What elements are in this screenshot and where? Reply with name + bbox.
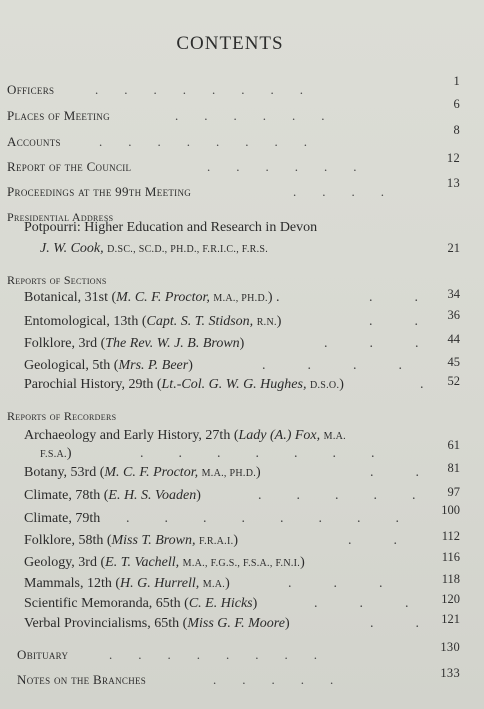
person-name: Miss G. F. Moore <box>187 616 285 631</box>
author-name: J. W. Cook, <box>40 241 104 256</box>
close-paren: ) <box>339 377 344 392</box>
leader-dots: . . . <box>324 336 419 351</box>
leader-dots: . . <box>369 290 418 305</box>
section-heading-recorders: Reports of Recorders <box>7 409 117 423</box>
leader-dots: . . . . . . <box>207 159 357 174</box>
page-number: 61 <box>447 438 460 452</box>
toc-label: Mammals, 12th ( <box>24 576 121 591</box>
leader-dots: . . . . <box>262 358 402 373</box>
toc-entry-recorder[interactable] <box>24 428 460 444</box>
page-number: 45 <box>447 355 460 369</box>
toc-label: Officers <box>7 82 55 97</box>
close-paren: ) <box>233 533 239 548</box>
toc-label: Notes on the Branches <box>17 672 147 687</box>
close-paren: ) <box>188 358 193 373</box>
close-paren: ) <box>276 314 282 329</box>
toc-label: Folklore, 3rd ( <box>24 336 106 351</box>
person-name: Mrs. P. Beer <box>118 358 189 373</box>
leader-dots: . <box>420 377 424 392</box>
credentials: F.S.A. <box>40 449 67 460</box>
toc-entry-recorder[interactable] <box>24 612 460 632</box>
toc-entry-recorder[interactable] <box>24 592 460 612</box>
toc-entry-obituary[interactable] <box>17 640 460 663</box>
toc-entry-section[interactable] <box>24 374 460 393</box>
close-paren: ) <box>239 336 245 351</box>
credentials: M.A., F.G.S., F.S.A., F.N.I. <box>182 558 301 569</box>
toc-entry-section[interactable]: Botanical, 31st (M. C. F. Proctor, M.A., PH.D.) . . . 34 <box>24 287 460 305</box>
toc-label: Climate, 78th ( <box>24 488 109 503</box>
leader-dots: . . . . . <box>258 488 416 503</box>
toc-label: Archaeology and Early History, 27th ( <box>24 428 239 443</box>
leader-dots: . . <box>348 533 397 548</box>
toc-label: Places of Meeting <box>7 108 110 123</box>
section-heading-sections: Reports of Sections <box>7 273 107 287</box>
page-number: 120 <box>441 592 460 606</box>
page-number: 52 <box>447 374 460 388</box>
toc-entry-council[interactable] <box>7 151 460 175</box>
close-paren: ) <box>225 576 230 591</box>
credentials: M.A. <box>202 579 226 590</box>
person-name: Miss T. Brown, <box>111 533 196 548</box>
toc-entry-proceedings[interactable] <box>7 176 460 200</box>
page-number: 8 <box>453 123 460 137</box>
credentials: D.S.O. <box>309 380 340 391</box>
toc-label: Parochial History, 29th ( <box>24 377 162 392</box>
toc-label: Climate, 79th <box>24 511 101 526</box>
page-number: 121 <box>441 612 460 626</box>
toc-entry-recorder[interactable] <box>24 550 460 571</box>
page-number: 118 <box>441 572 460 586</box>
toc-label: Geological, 5th ( <box>24 358 119 373</box>
leader-dots: . . . . . . . . <box>126 511 399 526</box>
leader-dots: . . . <box>288 576 383 591</box>
toc-label: Entomological, 13th ( <box>24 314 147 329</box>
page-number: 100 <box>441 503 460 517</box>
toc-label: Obituary <box>17 647 69 662</box>
leader-dots: . . <box>369 314 418 329</box>
close-paren: ) <box>196 488 201 503</box>
page-number: 112 <box>441 529 460 543</box>
toc-entry-recorder[interactable] <box>24 503 460 527</box>
page-number: 44 <box>447 332 460 346</box>
leader-dots: . . . . . . . . <box>99 134 307 149</box>
toc-label: Geology, 3rd ( <box>24 555 106 570</box>
section-heading-presidential: Presidential Address <box>7 210 114 224</box>
toc-entry-section[interactable] <box>24 308 460 330</box>
person-name: Lady (A.) Fox, <box>238 428 321 443</box>
page-number: 130 <box>440 640 460 654</box>
credentials: M.A., PH.D. <box>201 468 257 479</box>
page-number: 34 <box>447 287 460 301</box>
leader-dots: . . . . <box>293 184 384 199</box>
toc-label: Botanical, 31st ( <box>24 290 117 305</box>
close-paren: ) <box>256 465 261 480</box>
leader-dots: . . . . . <box>213 672 334 687</box>
leader-dots: . . <box>370 465 419 480</box>
page-number: 6 <box>453 97 460 111</box>
toc-label: Potpourri: Higher Education and Research in Devon <box>24 220 318 235</box>
page-number: 81 <box>447 461 460 475</box>
leader-dots: . . . . . . . . <box>95 82 303 97</box>
close-paren: ) <box>300 555 305 570</box>
person-name: E. H. S. Voaden <box>108 488 197 503</box>
toc-label: Verbal Provincialisms, 65th ( <box>24 616 188 631</box>
toc-entry-places[interactable] <box>7 97 460 124</box>
person-name: C. E. Hicks <box>188 596 253 611</box>
toc-entry-recorder[interactable] <box>24 461 460 481</box>
person-name: E. T. Vachell, <box>105 555 180 570</box>
toc-entry-recorder[interactable] <box>24 529 460 549</box>
close-paren: ) <box>267 290 273 305</box>
toc-entry-officers[interactable] <box>7 74 460 98</box>
author-degrees: D.SC., SC.D., PH.D., F.R.I.C., F.R.S. <box>107 244 269 255</box>
toc-label: Report of the Council <box>7 159 132 174</box>
credentials: R.N. <box>256 317 277 328</box>
page-number: 12 <box>446 151 460 165</box>
toc-entry-presidential-author[interactable] <box>40 241 460 257</box>
toc-label: Botany, 53rd ( <box>24 465 105 480</box>
credentials: F.R.A.I. <box>199 536 234 547</box>
person-name: H. G. Hurrell, <box>120 576 200 591</box>
page-number: 36 <box>447 308 460 322</box>
toc-label: Scientific Memoranda, 65th ( <box>24 596 189 611</box>
page-title: CONTENTS <box>176 33 284 54</box>
page-number: 1 <box>453 74 460 88</box>
leader-dots: . . . <box>314 596 409 611</box>
page-number: 97 <box>447 485 460 499</box>
toc-label: Proceedings at the 99th Meeting <box>7 184 192 199</box>
toc-entry-section[interactable] <box>24 355 460 374</box>
toc-entry-accounts[interactable] <box>7 123 460 150</box>
page-number: 116 <box>441 550 460 564</box>
leader-dots: . . . . . . <box>175 108 325 123</box>
page-number: 133 <box>440 666 460 680</box>
close-paren: ) <box>284 616 290 631</box>
toc-entry-recorder-cont[interactable] <box>40 438 460 462</box>
person-name: M. C. F. Proctor, <box>116 290 210 305</box>
close-paren: ) <box>66 446 72 461</box>
close-paren: ) <box>252 596 258 611</box>
credentials: M.A., PH.D. <box>213 293 268 304</box>
toc-label: Folklore, 58th ( <box>24 533 112 548</box>
toc-entry-section[interactable] <box>24 332 460 352</box>
toc-entry-presidential[interactable] <box>24 220 460 236</box>
person-name: M. C. F. Proctor, <box>104 465 199 480</box>
page-number: 13 <box>446 176 460 190</box>
leader-dots: . . . . . . . . <box>109 647 317 662</box>
toc-entry-branches[interactable] <box>17 666 460 688</box>
leader-dots: . . <box>370 616 419 631</box>
person-name: The Rev. W. J. B. Brown <box>105 336 240 351</box>
person-name: Capt. S. T. Stidson, <box>146 314 254 329</box>
person-name: Lt.-Col. G. W. G. Hughes, <box>161 377 307 392</box>
page-number: 21 <box>447 241 460 255</box>
toc-entry-recorder[interactable] <box>24 485 460 504</box>
credentials: M.A. <box>323 431 346 442</box>
leader-dots: . . . . . . . <box>140 446 375 461</box>
toc-entry-recorder[interactable] <box>24 572 460 592</box>
toc-label: Accounts <box>7 134 61 149</box>
